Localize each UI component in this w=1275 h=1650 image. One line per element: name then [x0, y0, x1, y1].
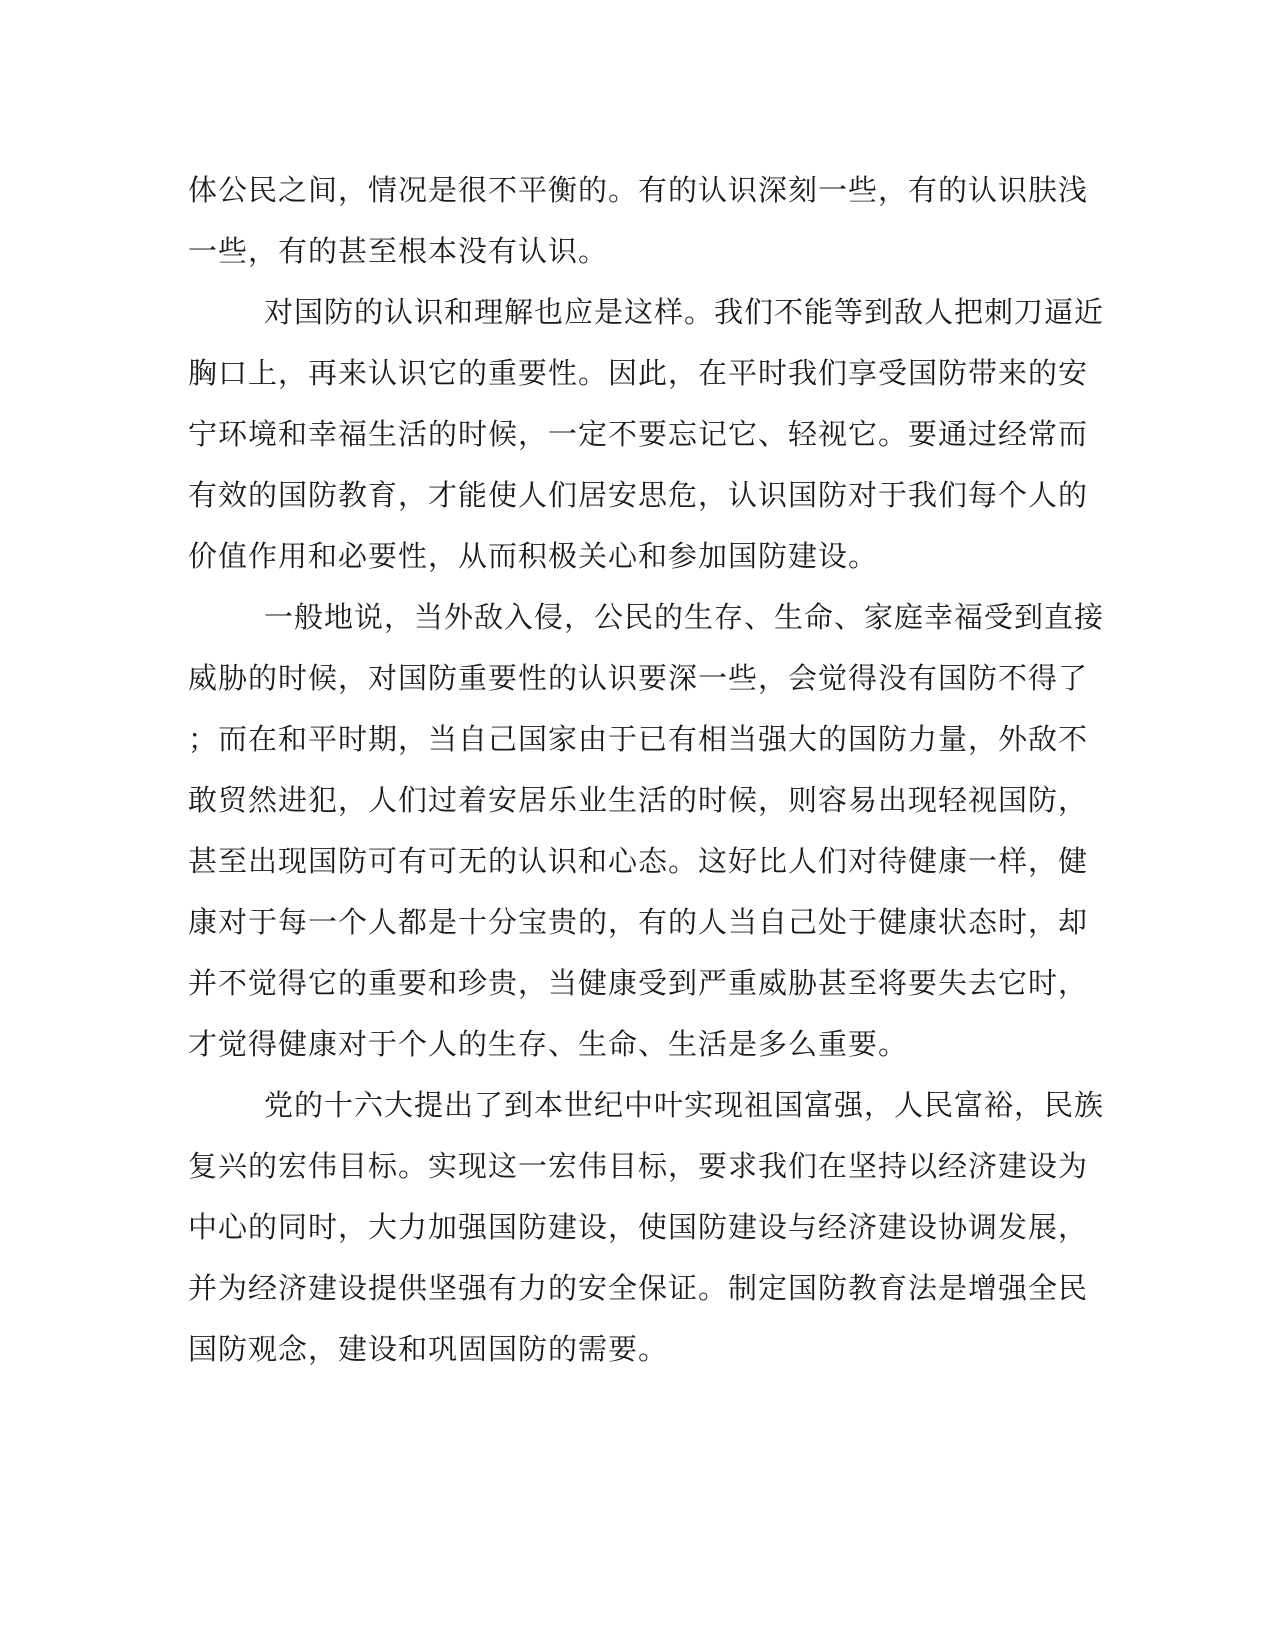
text-line: 并不觉得它的重要和珍贵，当健康受到严重威胁甚至将要失去它时，: [188, 966, 1089, 1000]
text-line: 康对于每一个人都是十分宝贵的，有的人当自己处于健康状态时，却: [188, 905, 1089, 939]
body-text: [188, 160, 1105, 1380]
paragraph-first-line: 党的十六大提出了到本世纪中叶实现祖国富强，人民富裕，民族: [264, 1088, 1105, 1122]
text-line: 宁环境和幸福生活的时候，一定不要忘记它、轻视它。要通过经常而: [188, 417, 1089, 451]
text-line: 并为经济建设提供坚强有力的安全保证。制定国防教育法是增强全民: [188, 1271, 1089, 1305]
text-line: 威胁的时候，对国防重要性的认识要深一些，会觉得没有国防不得了: [188, 661, 1089, 695]
text-line: 有效的国防教育，才能使人们居安思危，认识国防对于我们每个人的: [188, 478, 1089, 512]
text-line: 价值作用和必要性，从而积极关心和参加国防建设。: [188, 539, 879, 573]
text-line: 中心的同时，大力加强国防建设，使国防建设与经济建设协调发展，: [188, 1210, 1089, 1244]
text-line: 敢贸然进犯，人们过着安居乐业生活的时候，则容易出现轻视国防，: [188, 783, 1089, 817]
paragraph-first-line: 对国防的认识和理解也应是这样。我们不能等到敌人把刺刀逼近: [264, 295, 1105, 329]
text-line: 国防观念，建设和巩固国防的需要。: [188, 1332, 669, 1366]
paragraph-first-line: 一般地说，当外敌入侵，公民的生存、生命、家庭幸福受到直接: [264, 600, 1105, 634]
text-line: 一些，有的甚至根本没有认识。: [188, 234, 609, 268]
text-line: 复兴的宏伟目标。实现这一宏伟目标，要求我们在坚持以经济建设为: [188, 1149, 1089, 1183]
text-line: ；而在和平时期，当自己国家由于已有相当强大的国防力量，外敌不: [188, 722, 1089, 756]
text-line: 体公民之间，情况是很不平衡的。有的认识深刻一些，有的认识肤浅: [188, 173, 1089, 207]
text-line: 才觉得健康对于个人的生存、生命、生活是多么重要。: [188, 1027, 909, 1061]
text-line: 胸口上，再来认识它的重要性。因此，在平时我们享受国防带来的安: [188, 356, 1089, 390]
text-line: 甚至出现国防可有可无的认识和心态。这好比人们对待健康一样，健: [188, 844, 1089, 878]
